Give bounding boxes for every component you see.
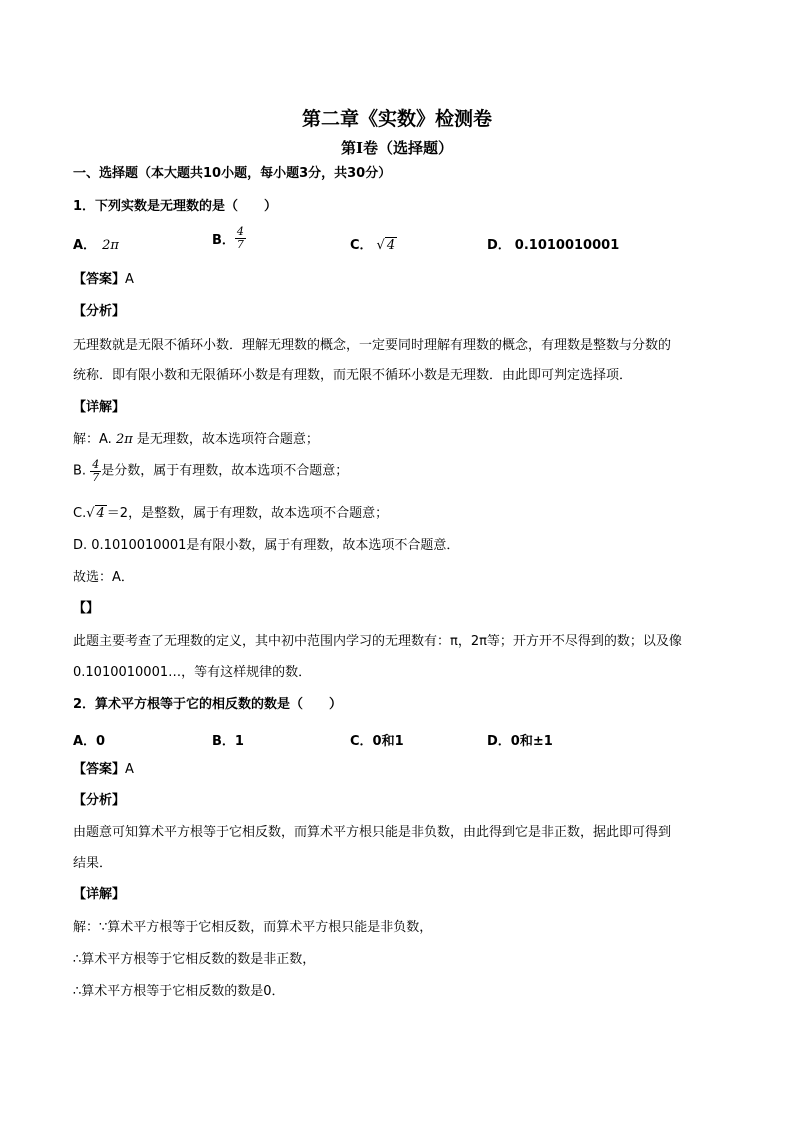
- question-1-note-line-1: 此题主要考查了无理数的定义，其中初中范围内学习的无理数有：π，2π等；开方开不尽得到的数；以及像: [73, 634, 682, 649]
- question-2-option-c: C．0和1: [350, 734, 404, 749]
- question-2-detail-line-1: 解：∵算术平方根等于它相反数，而算术平方根只能是非负数，: [73, 920, 433, 935]
- radicand: 4: [96, 506, 105, 521]
- question-1-choice: 故选：A．: [73, 570, 134, 585]
- sqrt-expression: √ 4: [376, 238, 396, 253]
- fraction: [235, 226, 246, 251]
- question-2-option-d: D．0和±1: [487, 734, 553, 749]
- question-1-note-tag: 【】: [73, 601, 100, 616]
- question-2-analysis-line-1: 由题意可知算术平方根等于它相反数，而算术平方根只能是非负数，由此得到它是非正数，据此即可得到: [73, 825, 672, 840]
- question-2-analysis-line-2: 结果．: [73, 856, 113, 871]
- question-1-detail-d: D. 0.1010010001是有限小数，属于有理数，故本选项不合题意．: [73, 538, 460, 553]
- option-value: 2π: [102, 238, 119, 253]
- question-1-option-a: [73, 234, 119, 253]
- detail-prefix: 解：A.: [73, 432, 112, 447]
- question-1-stem: 1．下列实数是无理数的是（ ）: [73, 199, 278, 214]
- fraction: [90, 459, 101, 484]
- detail-text: 是分数，属于有理数，故本选项不合题意；: [101, 463, 349, 479]
- question-1-option-c: [350, 234, 397, 253]
- question-1-option-d: [487, 234, 619, 253]
- question-2-detail-line-2: ∴算术平方根等于它相反数的数是非正数，: [73, 952, 316, 967]
- question-1-note-line-2: 0.1010010001…，等有这样规律的数．: [73, 665, 312, 680]
- question-1-detail-c: [73, 506, 388, 522]
- section-heading: 一、选择题（本大题共10小题，每小题3分，共30分）: [73, 166, 392, 181]
- detail-text: ＝2，是整数，属于有理数，故本选项不合题意；: [106, 506, 389, 521]
- question-2-answer: [73, 762, 134, 778]
- document-subtitle: 第I卷（选择题）: [340, 139, 454, 157]
- fraction-numerator: 4: [236, 225, 244, 238]
- question-2-detail-tag: 【详解】: [73, 887, 126, 902]
- fraction-numerator: 4: [92, 458, 100, 471]
- detail-prefix: C.: [73, 506, 87, 521]
- question-1-detail-b: [73, 459, 348, 484]
- question-1-analysis-tag: 【分析】: [73, 304, 126, 319]
- answer-tag: 【答案】: [73, 762, 126, 777]
- answer-value: A: [125, 272, 134, 287]
- question-2-option-a: A．0: [73, 734, 106, 749]
- answer-value: A: [125, 762, 134, 777]
- fraction-denominator: 7: [92, 471, 100, 484]
- answer-tag: 【答案】: [73, 272, 126, 287]
- option-label: B．: [212, 233, 235, 248]
- radicand: 4: [386, 238, 396, 253]
- sqrt-expression: √ 4: [86, 506, 105, 521]
- question-2-stem: 2．算术平方根等于它的相反数的数是（ ）: [73, 697, 343, 712]
- question-1-detail-a: [73, 432, 319, 448]
- option-label: C．: [350, 238, 373, 253]
- detail-text: 是无理数，故本选项符合题意；: [136, 432, 319, 447]
- option-value: 0.1010010001: [514, 238, 620, 253]
- question-1-option-b: [212, 226, 246, 251]
- detail-prefix: B.: [73, 463, 87, 479]
- option-label: A．: [73, 238, 97, 253]
- question-1-analysis-line-1: 无理数就是无限不循环小数．理解无理数的概念，一定要同时理解有理数的概念，有理数是整数与分数的: [73, 338, 672, 353]
- fraction-denominator: 7: [236, 238, 244, 251]
- question-1-answer: [73, 272, 134, 288]
- question-2-analysis-tag: 【分析】: [73, 793, 126, 808]
- detail-value: 2π: [115, 432, 133, 447]
- document-title: 第二章《实数》检测卷: [301, 108, 492, 130]
- question-1-detail-tag: 【详解】: [73, 400, 126, 415]
- question-1-analysis-line-2: 统称．即有限小数和无限循环小数是有理数，而无限不循环小数是无理数．由此即可判定选择项．: [73, 368, 633, 383]
- question-2-detail-line-3: ∴算术平方根等于它相反数的数是0．: [73, 984, 285, 999]
- question-2-option-b: B．1: [212, 734, 244, 749]
- option-label: D．: [487, 238, 511, 253]
